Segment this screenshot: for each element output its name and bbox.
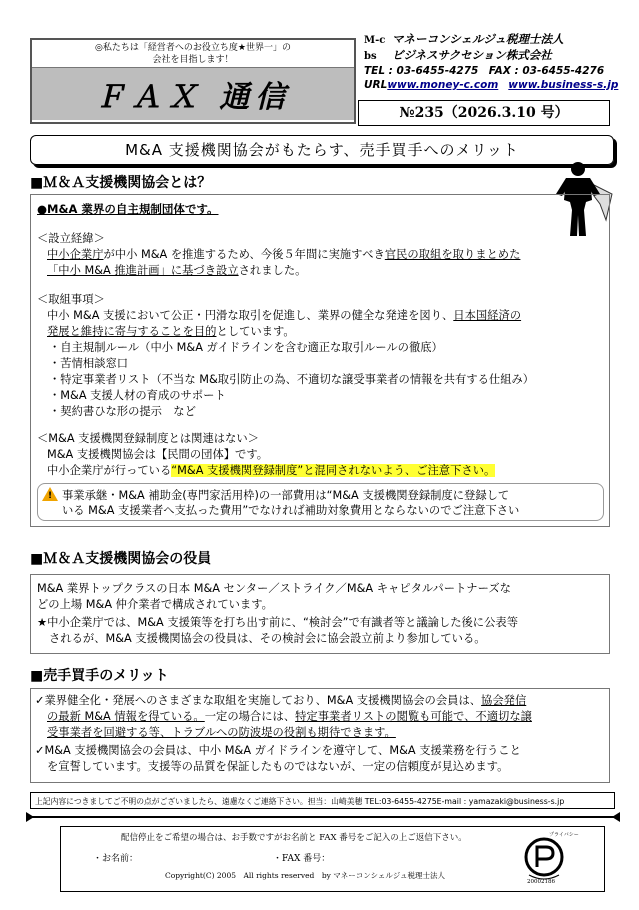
warning-icon bbox=[42, 487, 58, 501]
officers-line-1: M&A 業界トップクラスの日本 M&A センター／ストライク／M&A キャピタルパートナーズな bbox=[37, 582, 511, 595]
fax-number-label: ・FAX 番号： bbox=[273, 854, 331, 864]
url-business-s-link[interactable]: www.business-s.jp bbox=[508, 79, 619, 91]
bs-logo: bs bbox=[364, 51, 377, 62]
cut-line bbox=[28, 816, 618, 818]
name-field[interactable] bbox=[151, 851, 271, 863]
highlight-warning: “M&A 支援機関登録制度”と混同されないよう、ご注意下さい。 bbox=[171, 464, 496, 477]
registration-line-1: M&A 支援機関協会は【民間の団体】です。 bbox=[47, 448, 269, 461]
subsidy-warning-box bbox=[37, 483, 604, 521]
officers-line-3: ★中小企業庁では、M&A 支援策等を打ち出す前に、“検討会”で有識者等と議論した後に公表等 bbox=[37, 616, 518, 629]
company-name-2: ビジネスサクセション株式会社 bbox=[392, 48, 552, 62]
company-name-1: マネーコンシェルジュ税理士法人 bbox=[392, 32, 564, 46]
fax-header-box bbox=[30, 38, 356, 124]
name-label: ・お名前： bbox=[93, 854, 139, 864]
section-heading-about: ■Ｍ＆Ａ支援機関協会とは？ bbox=[30, 175, 212, 191]
tel-fax: TEL : 03-6455-4275 FAX : 03-6455-4276 bbox=[364, 65, 605, 77]
officers-line-2: どの上場 M&A 仲介業者で構成されています。 bbox=[37, 598, 273, 611]
url-label: URL bbox=[364, 79, 388, 91]
activities-line-1: 中小 M&A 支援において公正・円滑な取引を促進し、業界の健全な発達を図り、日本国経済の bbox=[47, 309, 522, 322]
warning-line-1: 事業承継・M&A 補助金(専門家活用枠)の一部費用は“M&A 支援機関登録制度に登録して bbox=[62, 489, 510, 502]
unsubscribe-form bbox=[60, 826, 605, 892]
list-item: ・特定事業者リスト（不当な M&取引防止の為、不適切な譲受事業者の情報を共有する仕組み） bbox=[49, 373, 535, 386]
activities-line-2: 発展と維持に寄与することを目的としています。 bbox=[47, 325, 295, 338]
check-icon: ✓ bbox=[35, 744, 45, 757]
motto-line-1: ◎私たちは「経営者へのお役立ち度★世界一」の bbox=[95, 43, 291, 53]
motto bbox=[32, 40, 354, 68]
registration-label: ＜M&A 支援機関登録制度とは関連はない＞ bbox=[37, 432, 259, 445]
company-info bbox=[364, 32, 634, 92]
privacy-mark-text: プライバシー bbox=[549, 832, 579, 838]
list-item: ・M&A 支援人材の育成のサポート bbox=[49, 389, 226, 402]
unsubscribe-text: 配信停止をご希望の場合は、お手数ですがお名前と FAX 番号をご記入の上ご返信下さい。 bbox=[121, 833, 467, 843]
list-item: ・自主規制ルール（中小 M&A ガイドラインを含む適正な取引ルールの徹底） bbox=[49, 341, 443, 354]
check-icon: ✓ bbox=[35, 694, 45, 707]
privacy-mark-icon bbox=[519, 832, 579, 887]
registration-line-2: 中小企業庁が行っている“M&A 支援機関登録制度”と混同されないよう、ご注意下さい。 bbox=[47, 464, 496, 477]
activities-label: ＜取組事項＞ bbox=[37, 293, 105, 306]
about-box bbox=[30, 194, 610, 527]
contact-note: 上記内容につきましてご不明の点がございましたら、遠慮なくご連絡下さい。担当：山崎美穂 TEL:03-6455-4275E-mail : yamazaki@business-s.jp bbox=[30, 792, 615, 809]
copyright: Copyright(C) 2005 All rights reserved by マネーコンシェルジュ税理士法人 bbox=[165, 871, 446, 880]
privacy-mark-number: 20002186 bbox=[527, 879, 555, 885]
merits-box: ✓業界健全化・発展へのさまざまな取組を実施しており、M&A 支援機関協会の会員は、協会発信 の最新 M&A 情報を得ている。一定の場合には、特定事業者リストの閲覧も可能で、不適切な譲 受事業者を回避する等、トラブルへの防波堤の役割も期待できます。 ✓M&A 支援機関協会の会員は、中小 M&A ガイドラインを遵守して、M&A 支援業務を行うこと を宣誓しています。支援等の品質を保証したものではないが、一定の信頼度が見込めます。 bbox=[30, 688, 610, 783]
warning-line-2: いる M&A 支援業者へ支払った費用”でなければ補助対象費用とならないのでご注意下さい bbox=[62, 504, 520, 517]
officers-line-4: されるが、M&A 支援機関協会の役員は、その検討会に協会設立前より参加している。 bbox=[49, 632, 486, 645]
estab-line-1: 中小企業庁が中小 M&A を推進するため、今後５年間に実施すべき官民の取組を取りまとめた bbox=[47, 248, 521, 261]
estab-line-2: 「中小 M&A 推進計画」に基づき設立されました。 bbox=[47, 264, 307, 277]
fax-title: ＦＡＸ 通信 bbox=[32, 68, 354, 120]
officers-box bbox=[30, 574, 610, 654]
page-title: M&A 支援機関協会がもたらす、売手買手へのメリット bbox=[30, 135, 614, 165]
money-c-logo: M-c bbox=[364, 35, 386, 46]
list-item: ・契約書ひな形の提示 など bbox=[49, 405, 196, 418]
about-lead: ●M&A 業界の自主規制団体です。 bbox=[37, 202, 219, 216]
url-money-c-link[interactable]: www.money-c.com bbox=[387, 79, 499, 91]
estab-label: ＜設立経緯＞ bbox=[37, 232, 105, 245]
issue-number: №235（2026.3.10 号） bbox=[358, 100, 610, 126]
merit-2-line-2: を宣誓しています。支援等の品質を保証したものではないが、一定の信頼度が見込めます。 bbox=[47, 760, 509, 773]
fax-number-field[interactable] bbox=[341, 851, 481, 863]
list-item: ・苦情相談窓口 bbox=[49, 357, 129, 370]
motto-line-2: 会社を目指します！ bbox=[152, 55, 234, 65]
section-heading-officers: ■Ｍ＆Ａ支援機関協会の役員 bbox=[30, 551, 212, 567]
section-heading-merits: ■売手買手のメリット bbox=[30, 668, 169, 684]
merit-1-line-3: 受事業者を回避する等、トラブルへの防波堤の役割も期待できます。 bbox=[47, 726, 396, 739]
